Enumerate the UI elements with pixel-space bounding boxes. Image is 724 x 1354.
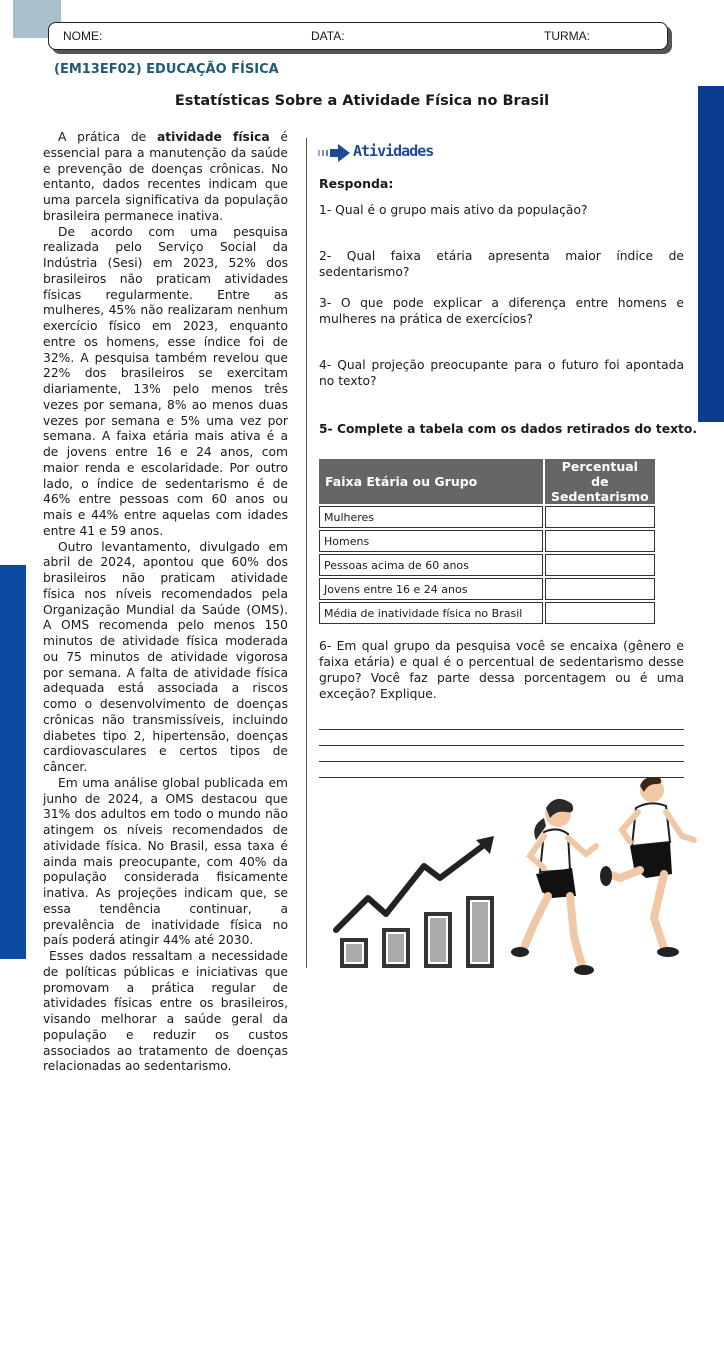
question-3: 3- O que pode explicar a diferença entre homens e mulheres na prática de exercícios? [319, 296, 684, 326]
left-side-bar [0, 565, 26, 1342]
table-answer-cell[interactable] [545, 530, 655, 552]
right-side-bar [698, 86, 724, 422]
table-row-label: Média de inatividade física no Brasil [319, 602, 543, 624]
article-text [43, 130, 288, 1075]
table-answer-cell[interactable] [545, 578, 655, 600]
article-paragraph: Esses dados ressaltam a necessidade de políticas públicas e iniciativas que promovam a prática regular de atividades físicas entre os brasileiros, visando melhorar a saúde geral da população e reduzir os custos associados ao tratamento de doenças relacionadas ao sedentarismo. [43, 949, 288, 1074]
runners-illustration [330, 770, 710, 975]
man-runner-icon [600, 777, 694, 957]
table-answer-cell[interactable] [545, 602, 655, 624]
answer-line[interactable] [319, 714, 684, 730]
table-header-group: Faixa Etária ou Grupo [319, 459, 543, 504]
woman-runner-icon [511, 799, 596, 975]
article-paragraph: Outro levantamento, divulgado em abril de 2024, apontou que 60% dos brasileiros não praticam atividade física nos níveis recomendados pela Organização Mundial da Saúde (OMS). A OMS recomenda pelo menos 150 minutos de atividade física moderada ou 75 minutos de atividade vigorosa por semana. A falta de atividade física adequada está associada a riscos como o desenvolvimento de doenças crônicas não transmissíveis, incluindo diabetes tipo 2, hipertensão, doenças cardiovasculares e certos tipos de câncer. [43, 539, 288, 774]
social-handle: @agedigital__ [6, 1252, 20, 1342]
article-paragraph: De acordo com uma pesquisa realizada pelo Serviço Social da Indústria (Sesi) em 2023, 52% dos brasileiros não praticam atividades físicas regularmente. Entre as mulheres, 45% não realizaram nenhum exercício físico em 2023, enquanto entre os homens, esse índice foi de 32%. A pesquisa também revelou que 22% dos brasileiros se exercitam diariamente, 13% pelo menos três vezes por semana, 8% ao menos duas vezes por semana e 5% uma vez por semana. A faixa etária mais ativa é a de jovens entre 16 e 24 anos, com maior renda e escolaridade. Por outro lado, o índice de sedentarismo é de 46% entre pessoas com 60 anos ou mais e 44% entre aquelas com idades entre 41 e 59 anos. [43, 224, 288, 538]
sedentarism-table [319, 457, 655, 626]
article-paragraph: Em uma análise global publicada em junho de 2024, a OMS destacou que 31% dos adultos em todo o mundo não atingem os níveis recomendados de atividade física. No Brasil, essa taxa é ainda mais preocupante, com 40% da população considerada fisicamente inativa. As projeções indicam que, se essa tendência continuar, a prevalência de inatividade física no país poderá atingir 44% até 2030. [43, 775, 288, 948]
answer-line[interactable] [319, 746, 684, 762]
article-paragraph: A prática de atividade física é essencial para a manutenção da saúde e prevenção de doenças crônicas. No entanto, dados recentes indicam que uma parcela significativa da população brasileira permanece inativa. [43, 130, 288, 223]
table-row-label: Homens [319, 530, 543, 552]
class-label: TURMA: [544, 29, 590, 43]
table-row-label: Jovens entre 16 e 24 anos [319, 578, 543, 600]
instruction: Responda: [319, 176, 394, 191]
trend-arrow-icon [336, 842, 488, 930]
table-header-percent: Percentual de Sedentarismo [545, 459, 655, 504]
page-title: Estatísticas Sobre a Atividade Física no Brasil [174, 93, 550, 109]
table-answer-cell[interactable] [545, 554, 655, 576]
curriculum-code: (EM13EF02) EDUCAÇÃO FÍSICA [54, 62, 279, 77]
question-6: 6- Em qual grupo da pesquisa você se encaixa (gênero e faixa etária) e qual é o percentual de sedentarismo desse grupo? Você faz parte dessa porcentagem ou é uma exceção? Explique. [319, 639, 684, 701]
arrow-icon [318, 144, 350, 162]
date-label: DATA: [311, 29, 345, 43]
activities-title: Atividades [353, 142, 434, 160]
answer-lines[interactable] [319, 714, 684, 778]
name-label: NOME: [63, 29, 103, 43]
question-1: 1- Qual é o grupo mais ativo da população? [319, 203, 588, 217]
question-2: 2- Qual faixa etária apresenta maior índice de sedentarismo? [319, 249, 684, 279]
student-info-header [48, 22, 668, 50]
question-5: 5- Complete a tabela com os dados retirados do texto. [319, 422, 697, 436]
answer-line[interactable] [319, 730, 684, 746]
table-row-label: Pessoas acima de 60 anos [319, 554, 543, 576]
question-4: 4- Qual projeção preocupante para o futuro foi apontada no texto? [319, 358, 684, 388]
table-row-label: Mulheres [319, 506, 543, 528]
column-divider [306, 138, 307, 968]
table-answer-cell[interactable] [545, 506, 655, 528]
growth-chart-icon [342, 898, 492, 966]
